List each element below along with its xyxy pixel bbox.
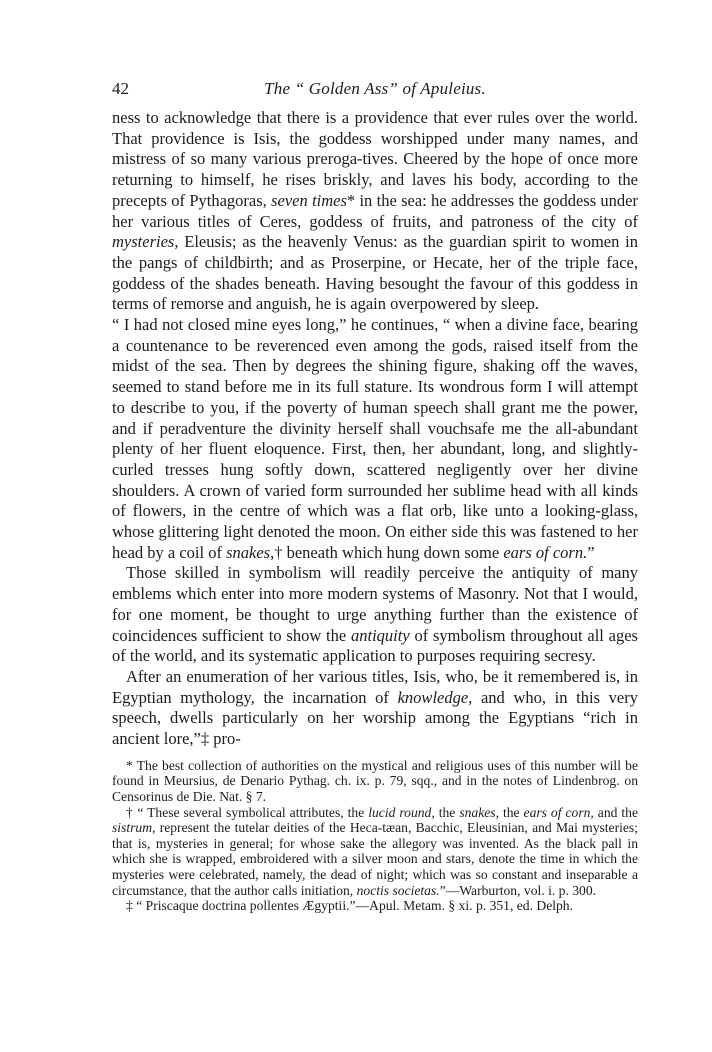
text-run: ”: [587, 542, 595, 562]
text-run: the: [498, 804, 524, 820]
text-run: ‡ “ Priscaque doctrina pollentes Ægyptii.”—Apul. Metam. § xi. p. 351, ed. Delph.: [126, 898, 574, 914]
text-run: of symbolism throughout all ages of the world, and its systematic application to purposes requiring secresy.: [112, 625, 638, 666]
footnote: [112, 898, 638, 914]
text-run: * The best collection of authorities on the mystical and religious uses of this number will be found in Meursius, de Denario Pythag. ch. ix. p. 79, sqq., and in the notes of Lindenbrog. on Censorinus de Die. Nat. § 7.: [112, 757, 638, 804]
text-run: “ I had not closed mine eyes long,” he continues, “ when a divine face, bearing a countenance to be reverenced even among the gods, raised itself from the midst of the sea. Then by degrees the shining figure, shaking off the waves, seemed to stand before me in its full stature. Its wondrous form I will attempt to describe to you, if the poverty of human speech shall grant me the power, and if peradventure the divinity herself shall vouchsafe me the all-abundant plenty of her fluent eloquence. First, then, her abundant, long, and slightly-curled tresses hung softly down, scattered negligently over her divine shoulders. A crown of varied form surrounded her sublime head with all kinds of flowers, in the centre of which was a flat orb, like unto a looking-glass, whose glittering light denoted the moon. On either side this was fastened to her head by a coil of: [112, 315, 638, 562]
text-run: After an enumeration of her various titles, Isis, who, be it remembered is, in Egyptian mythology, the incarnation of: [112, 666, 638, 707]
paragraph: [112, 563, 638, 667]
main-text: [112, 108, 638, 750]
italic-text: snakes,: [226, 542, 275, 562]
text-run: Those skilled in symbolism will readily perceive the antiquity of many emblems which enter into more modern systems of Masonry. Not that I would, for one moment, be thought to urge anything further than the existence of coincidences sufficient to show the: [112, 563, 638, 645]
text-run: * in the sea: he addresses the goddess under her various titles of Ceres, goddess of fruits, and patroness of the city of: [112, 190, 638, 231]
italic-text: ears of corn.: [503, 542, 588, 562]
block-quote: [112, 315, 638, 563]
paragraph: [112, 108, 638, 315]
italic-text: seven times: [271, 190, 347, 210]
text-run: and who, in this very speech, dwells particularly on her worship among the Egyptians “rich in ancient lore,”‡ pro-: [112, 687, 639, 749]
text-run: and the: [593, 804, 639, 820]
footnote: [112, 805, 638, 899]
footnotes: [112, 758, 638, 914]
book-page: [112, 78, 638, 914]
text-run: † “ These several symbolical attributes, the: [126, 804, 369, 820]
text-run: ness to acknowledge that there is a providence that ever rules over the world. That providence is Isis, the goddess worshipped under many names, and mistress of so many various preroga-tives. Cheered by the hope of once more returning to himself, he rises briskly, and laves his body, according to the precepts of Pythagoras,: [112, 108, 638, 210]
italic-text: knowledge,: [397, 687, 473, 707]
italic-text: sistrum,: [112, 820, 156, 836]
text-run: represent the tutelar deities of the Heca-tæan, Bacchic, Eleusinian, and Mai mysteries; that is, mysteries in general; for whose sake the allegory was invented. As the black pall in which she is wrapped, embroidered with a silver moon and stars, denote the time in which the mysteries were celebrated, namely, the dead of night; which was so constant and inseparable a circumstance, that the author calls initiation,: [112, 820, 638, 898]
text-run: Eleusis; as the heavenly Venus: as the guardian spirit to women in the pangs of childbirth; and as Proserpine, or Hecate, her of the triple face, goddess of the shades beneath. Having besought the favour of this goddess in terms of remorse and anguish, he is again overpowered by sleep.: [112, 232, 638, 314]
italic-text: mysteries,: [112, 232, 179, 252]
text-run: † beneath which hung down some: [274, 542, 504, 562]
italic-text: noctis societas.: [356, 882, 440, 898]
page-header: [112, 78, 638, 108]
footnote: [112, 758, 638, 805]
page-number: 42: [112, 79, 129, 98]
text-run: ”—Warburton, vol. i. p. 300.: [439, 882, 597, 898]
text-run: the: [434, 804, 460, 820]
italic-text: lucid round,: [368, 804, 435, 820]
paragraph: [112, 667, 638, 750]
italic-text: antiquity: [350, 625, 410, 645]
running-title: The “ Golden Ass” of Apuleius.: [264, 79, 486, 98]
italic-text: snakes,: [459, 804, 499, 820]
italic-text: ears of corn,: [523, 804, 594, 820]
